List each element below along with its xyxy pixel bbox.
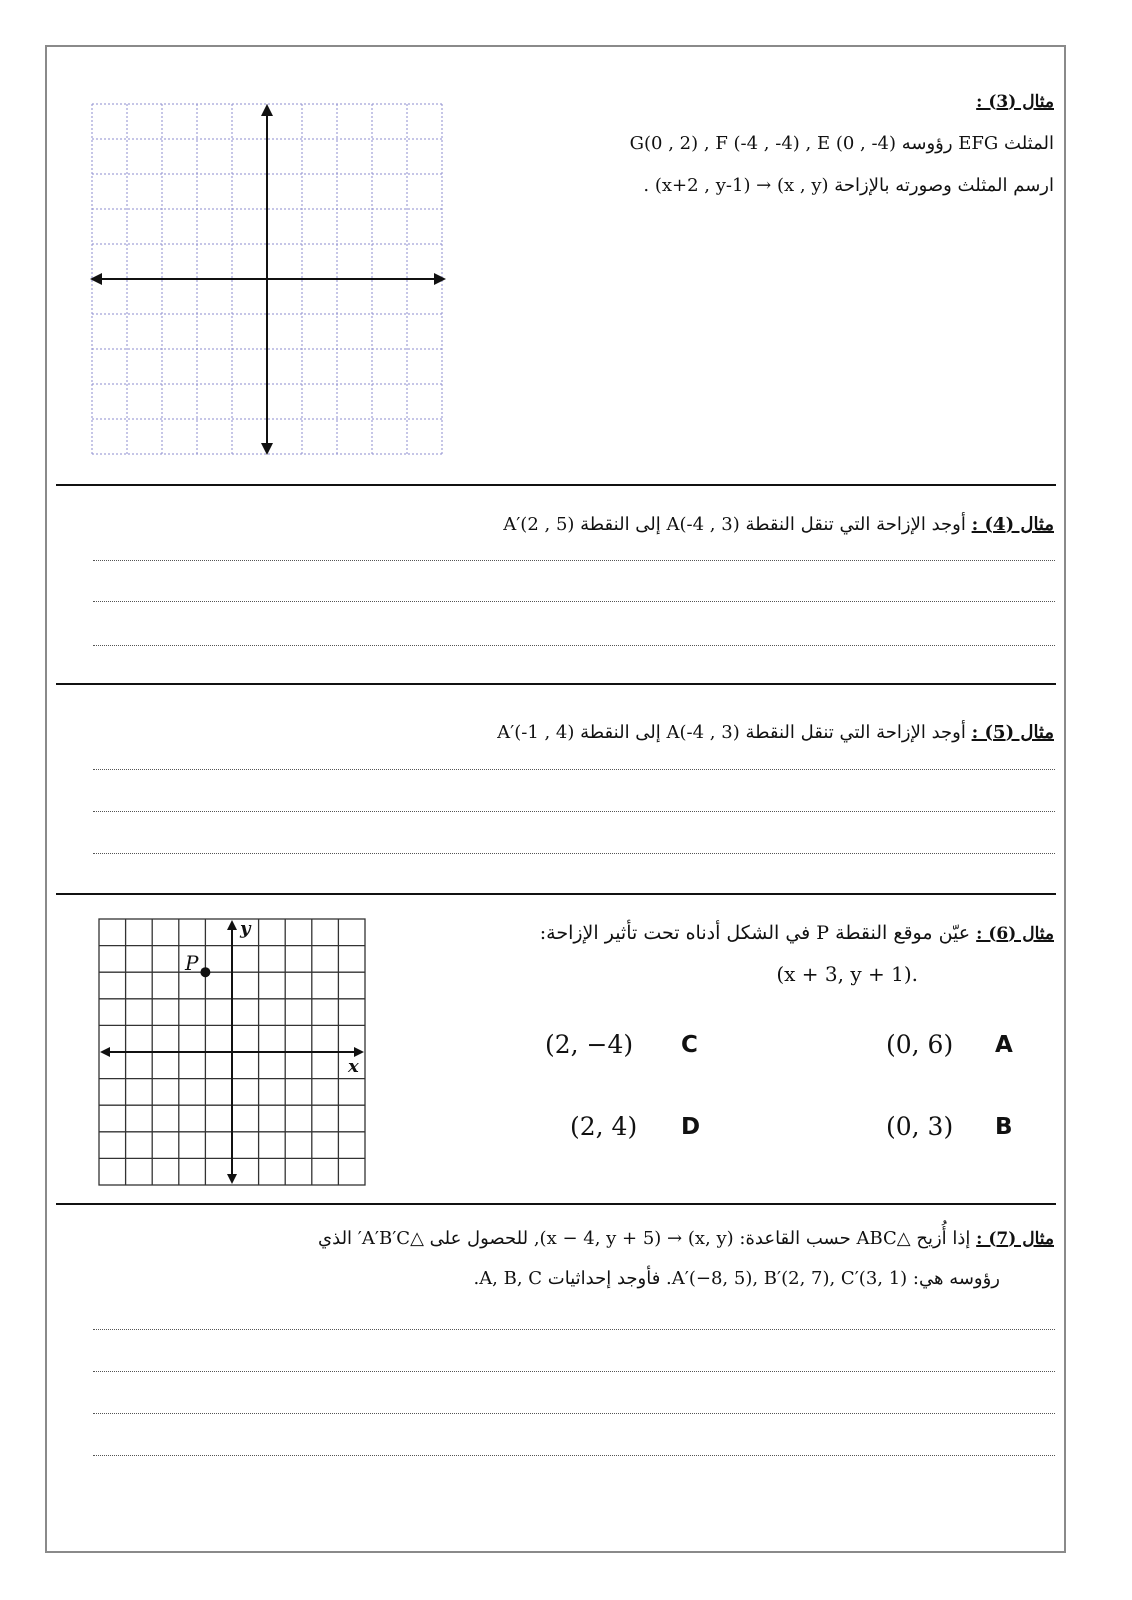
option-b-value[interactable]: (0, 3) <box>886 1112 954 1141</box>
answer-line[interactable] <box>93 601 1055 602</box>
separator <box>56 683 1056 685</box>
y-axis-label: y <box>240 918 251 939</box>
example-6-label: مثال (6) : <box>976 924 1054 944</box>
example-7-question <box>318 1228 1054 1249</box>
example-5-text: أوجد الإزاحة التي تنقل النقطة A(-4 , 3) إلى النقطة A′(-1 , 4) <box>497 722 966 743</box>
option-b-letter[interactable]: B <box>995 1114 1013 1140</box>
answer-line[interactable] <box>93 560 1055 561</box>
answer-line[interactable] <box>93 853 1055 854</box>
point-p <box>200 967 210 977</box>
answer-line[interactable] <box>93 811 1055 812</box>
point-p-label: P <box>185 951 199 975</box>
example-6-line-2: (x + 3, y + 1). <box>776 962 918 986</box>
answer-line[interactable] <box>93 1371 1055 1372</box>
option-a-letter[interactable]: A <box>995 1032 1013 1058</box>
answer-line[interactable] <box>93 645 1055 646</box>
example-5-label: مثال (5) : <box>971 722 1054 743</box>
example-6-question <box>540 922 1054 944</box>
answer-line[interactable] <box>93 1329 1055 1330</box>
example-3-line-1: المثلث EFG رؤوسه G(0 , 2) , F (-4 , -4) , E (0 , -4) <box>629 133 1054 154</box>
option-c-value[interactable]: (2, −4) <box>545 1030 634 1059</box>
coordinate-grid-ex6 <box>98 918 368 1188</box>
example-6-line-1: عيّن موقع النقطة P في الشكل أدناه تحت تأثير الإزاحة: <box>539 922 971 944</box>
example-3-label: مثال (3) : <box>976 92 1054 112</box>
separator <box>56 893 1056 895</box>
x-axis-label: x <box>348 1056 359 1077</box>
example-5-question <box>497 722 1054 743</box>
example-3-line-2: ارسم المثلث وصورته بالإزاحة (x , y) → (x+2 , y-1) . <box>643 175 1054 196</box>
example-7-line-1: إذا أُزيح △ABC حسب القاعدة: (x, y) → (x − 4, y + 5), للحصول على △A′B′C′ الذي <box>318 1228 971 1249</box>
answer-line[interactable] <box>93 1413 1055 1414</box>
option-c-letter[interactable]: C <box>681 1032 698 1058</box>
option-d-value[interactable]: (2, 4) <box>570 1112 638 1141</box>
example-4-label: مثال (4) : <box>971 514 1054 535</box>
separator <box>56 1203 1056 1205</box>
example-7-label: مثال (7) : <box>976 1229 1054 1249</box>
example-4-text: أوجد الإزاحة التي تنقل النقطة A(-4 , 3) إلى النقطة A′(2 , 5) <box>503 514 966 535</box>
option-d-letter[interactable]: D <box>681 1114 701 1140</box>
answer-line[interactable] <box>93 1455 1055 1456</box>
answer-line[interactable] <box>93 769 1055 770</box>
option-a-value[interactable]: (0, 6) <box>886 1030 954 1059</box>
example-7-line-2: رؤوسه هي: A′(−8, 5), B′(2, 7), C′(3, 1). فأوجد إحداثيات A, B, C. <box>473 1268 1000 1289</box>
example-4-question <box>503 514 1054 535</box>
separator <box>56 484 1056 486</box>
coordinate-grid-ex3 <box>88 102 448 458</box>
